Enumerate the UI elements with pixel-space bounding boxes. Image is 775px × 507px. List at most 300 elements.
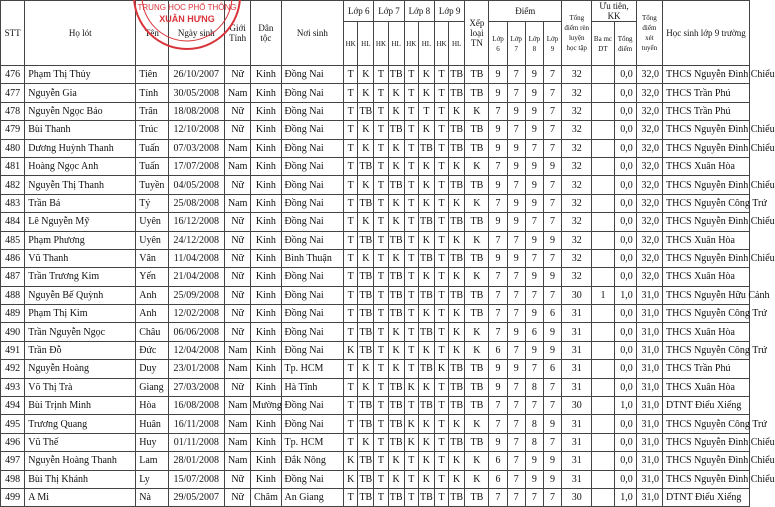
cell-hl6: K: [358, 139, 374, 157]
cell-truong: THCS Nguyễn Đình Chiểu: [663, 139, 750, 157]
cell-xep-loai: TB: [465, 213, 489, 231]
cell-tong-diem-xet-tuyen: 32,0: [636, 66, 662, 84]
cell-tong-diem-ren-luyen: 32: [562, 121, 592, 139]
cell-hl9: TB: [449, 139, 465, 157]
cell-hl7: TB: [388, 305, 404, 323]
cell-hk9: T: [434, 213, 448, 231]
cell-tong-diem-xet-tuyen: 32,0: [636, 268, 662, 286]
cell-diem9: 7: [543, 433, 561, 451]
cell-diem9: 7: [543, 194, 561, 212]
cell-tong-diem-ren-luyen: 31: [562, 323, 592, 341]
cell-hl9: K: [449, 341, 465, 359]
cell-hk6: T: [344, 102, 358, 120]
cell-diem7: 7: [507, 470, 525, 488]
cell-hl7: TB: [388, 121, 404, 139]
cell-tong-diem-xet-tuyen: 31,0: [636, 415, 662, 433]
cell-hk7: T: [374, 470, 388, 488]
table-row: [1, 139, 750, 157]
cell-hk9: T: [434, 231, 448, 249]
cell-diem9: 9: [543, 268, 561, 286]
cell-gioi-tinh: Nam: [225, 433, 251, 451]
cell-stt: 491: [1, 341, 25, 359]
cell-tong-diem: 0,0: [614, 341, 636, 359]
cell-noi-sinh: Tp. HCM: [281, 360, 344, 378]
cell-ngay-sinh: 17/07/2008: [168, 157, 225, 175]
cell-truong: THCS Nguyễn Đình Chiểu: [663, 433, 750, 451]
cell-dan-toc: Kinh: [251, 452, 281, 470]
cell-ba-mc-dt: [592, 433, 614, 451]
cell-diem6: 7: [489, 157, 507, 175]
cell-hl9: TB: [449, 488, 465, 506]
cell-diem7: 7: [507, 378, 525, 396]
cell-dan-toc: Kinh: [251, 102, 281, 120]
cell-dan-toc: Kinh: [251, 286, 281, 304]
cell-ho-lot: Vũ Thế: [25, 433, 136, 451]
header-lop8: Lớp 8: [404, 1, 434, 22]
cell-ten: Ly: [136, 470, 168, 488]
cell-hk9: T: [434, 194, 448, 212]
cell-gioi-tinh: Nam: [225, 157, 251, 175]
table-row: [1, 415, 750, 433]
cell-hk8: T: [404, 452, 418, 470]
cell-tong-diem: 0,0: [614, 139, 636, 157]
cell-hk7: T: [374, 433, 388, 451]
cell-ba-mc-dt: [592, 305, 614, 323]
cell-ba-mc-dt: [592, 360, 614, 378]
cell-tong-diem: 0,0: [614, 415, 636, 433]
cell-hk8: T: [404, 360, 418, 378]
cell-diem9: 9: [543, 231, 561, 249]
cell-tong-diem: 1,0: [614, 397, 636, 415]
cell-xep-loai: K: [465, 341, 489, 359]
header-uu-tien: Ưu tiên, KK: [592, 1, 636, 22]
cell-hk7: T: [374, 360, 388, 378]
cell-xep-loai: TB: [465, 249, 489, 267]
cell-hl9: TB: [449, 84, 465, 102]
cell-noi-sinh: Đồng Nai: [281, 102, 344, 120]
cell-noi-sinh: Đồng Nai: [281, 176, 344, 194]
cell-dan-toc: Kinh: [251, 470, 281, 488]
cell-gioi-tinh: Nữ: [225, 470, 251, 488]
cell-ngay-sinh: 28/01/2008: [168, 452, 225, 470]
cell-hk9: T: [434, 470, 448, 488]
cell-ho-lot: Nguyễn Hoàng Thanh: [25, 452, 136, 470]
cell-noi-sinh: Bình Thuận: [281, 249, 344, 267]
cell-gioi-tinh: Nữ: [225, 286, 251, 304]
cell-gioi-tinh: Nữ: [225, 102, 251, 120]
cell-diem8: 7: [525, 397, 543, 415]
cell-hk7: T: [374, 121, 388, 139]
cell-ten: Trúc: [136, 121, 168, 139]
cell-gioi-tinh: Nữ: [225, 213, 251, 231]
cell-noi-sinh: Đồng Nai: [281, 121, 344, 139]
cell-hk9: T: [434, 305, 448, 323]
cell-hk7: T: [374, 194, 388, 212]
cell-ten: Huy: [136, 433, 168, 451]
cell-truong: THCS Xuân Hòa: [663, 378, 750, 396]
cell-hl7: K: [388, 84, 404, 102]
cell-diem6: 9: [489, 176, 507, 194]
cell-hl9: TB: [449, 360, 465, 378]
cell-truong: THCS Trần Phú: [663, 84, 750, 102]
cell-ho-lot: Trần Đỗ: [25, 341, 136, 359]
cell-hk7: T: [374, 415, 388, 433]
cell-hl7: TB: [388, 397, 404, 415]
cell-ba-mc-dt: [592, 213, 614, 231]
cell-truong: THCS Xuân Hòa: [663, 323, 750, 341]
header-lop7: Lớp 7: [374, 1, 404, 22]
table-row: [1, 249, 750, 267]
cell-ba-mc-dt: [592, 121, 614, 139]
cell-hk8: T: [404, 305, 418, 323]
cell-diem9: 6: [543, 305, 561, 323]
cell-hk6: T: [344, 378, 358, 396]
cell-hl6: TB: [358, 231, 374, 249]
cell-tong-diem-ren-luyen: 31: [562, 452, 592, 470]
cell-ba-mc-dt: [592, 452, 614, 470]
cell-tong-diem-ren-luyen: 31: [562, 433, 592, 451]
cell-ba-mc-dt: [592, 139, 614, 157]
cell-diem6: 7: [489, 397, 507, 415]
cell-hl8: K: [418, 452, 434, 470]
cell-hl6: TB: [358, 268, 374, 286]
cell-hk6: T: [344, 360, 358, 378]
cell-stt: 484: [1, 213, 25, 231]
cell-gioi-tinh: Nữ: [225, 323, 251, 341]
cell-hl9: TB: [449, 213, 465, 231]
cell-stt: 479: [1, 121, 25, 139]
cell-stt: 487: [1, 268, 25, 286]
cell-hk9: K: [434, 360, 448, 378]
cell-stt: 489: [1, 305, 25, 323]
cell-ten: Lam: [136, 452, 168, 470]
cell-diem7: 7: [507, 397, 525, 415]
header-stt: STT: [1, 1, 25, 66]
cell-truong: THCS Nguyễn Đình Chiểu: [663, 213, 750, 231]
cell-hk8: T: [404, 157, 418, 175]
cell-hk6: K: [344, 341, 358, 359]
cell-ba-mc-dt: [592, 84, 614, 102]
cell-diem7: 9: [507, 194, 525, 212]
cell-hk6: T: [344, 397, 358, 415]
cell-xep-loai: K: [465, 268, 489, 286]
cell-tong-diem-xet-tuyen: 32,0: [636, 249, 662, 267]
table-row: [1, 157, 750, 175]
cell-hl9: K: [449, 157, 465, 175]
cell-diem9: 7: [543, 84, 561, 102]
cell-diem7: 7: [507, 433, 525, 451]
cell-noi-sinh: Đồng Nai: [281, 286, 344, 304]
cell-dan-toc: Kinh: [251, 360, 281, 378]
cell-ngay-sinh: 12/04/2008: [168, 341, 225, 359]
cell-hl8: K: [418, 305, 434, 323]
cell-diem9: 7: [543, 176, 561, 194]
cell-hl6: TB: [358, 102, 374, 120]
cell-diem6: 9: [489, 121, 507, 139]
cell-hl7: TB: [388, 286, 404, 304]
cell-diem9: 9: [543, 470, 561, 488]
cell-ten: Châu: [136, 323, 168, 341]
cell-hl6: TB: [358, 452, 374, 470]
cell-stt: 478: [1, 102, 25, 120]
cell-tong-diem-xet-tuyen: 32,0: [636, 102, 662, 120]
cell-diem9: 7: [543, 488, 561, 506]
cell-ten: Duy: [136, 360, 168, 378]
cell-hl7: TB: [388, 176, 404, 194]
cell-ho-lot: Võ Thị Trà: [25, 378, 136, 396]
cell-gioi-tinh: Nữ: [225, 231, 251, 249]
cell-ten: Hòa: [136, 397, 168, 415]
cell-hk7: T: [374, 249, 388, 267]
header-lop6: Lớp 6: [344, 1, 374, 22]
cell-hl9: K: [449, 102, 465, 120]
table-header: [1, 1, 750, 66]
cell-hk7: T: [374, 102, 388, 120]
cell-ba-mc-dt: [592, 231, 614, 249]
cell-ten: Anh: [136, 305, 168, 323]
cell-gioi-tinh: Nam: [225, 452, 251, 470]
cell-stt: 496: [1, 433, 25, 451]
cell-xep-loai: TB: [465, 433, 489, 451]
cell-stt: 498: [1, 470, 25, 488]
cell-hl9: TB: [449, 249, 465, 267]
cell-diem6: 7: [489, 305, 507, 323]
cell-hl6: TB: [358, 470, 374, 488]
cell-noi-sinh: Đồng Nai: [281, 415, 344, 433]
cell-hk9: T: [434, 323, 448, 341]
cell-diem7: 7: [507, 452, 525, 470]
cell-xep-loai: TB: [465, 305, 489, 323]
cell-hk9: T: [434, 66, 448, 84]
cell-tong-diem-xet-tuyen: 32,0: [636, 231, 662, 249]
cell-ngay-sinh: 26/10/2007: [168, 66, 225, 84]
cell-hl6: TB: [358, 286, 374, 304]
cell-tong-diem-xet-tuyen: 31,0: [636, 470, 662, 488]
cell-diem8: 9: [525, 341, 543, 359]
cell-dan-toc: Kinh: [251, 157, 281, 175]
cell-hk6: T: [344, 139, 358, 157]
cell-diem6: 9: [489, 84, 507, 102]
cell-ten: Tuấn: [136, 157, 168, 175]
cell-gioi-tinh: Nữ: [225, 305, 251, 323]
cell-hl8: K: [418, 66, 434, 84]
cell-hl6: K: [358, 378, 374, 396]
cell-tong-diem-ren-luyen: 32: [562, 66, 592, 84]
cell-noi-sinh: Đồng Nai: [281, 66, 344, 84]
cell-diem8: 8: [525, 415, 543, 433]
cell-ho-lot: Nguyễn Gia: [25, 84, 136, 102]
header-dan-toc: Dân tộc: [251, 1, 281, 66]
cell-tong-diem-xet-tuyen: 31,0: [636, 341, 662, 359]
cell-ngay-sinh: 16/08/2008: [168, 397, 225, 415]
cell-noi-sinh: Đồng Nai: [281, 341, 344, 359]
cell-tong-diem-xet-tuyen: 32,0: [636, 121, 662, 139]
cell-ngay-sinh: 21/04/2008: [168, 268, 225, 286]
cell-hk7: T: [374, 341, 388, 359]
cell-ba-mc-dt: [592, 341, 614, 359]
cell-tong-diem: 0,0: [614, 66, 636, 84]
cell-diem9: 7: [543, 286, 561, 304]
cell-dan-toc: Kinh: [251, 341, 281, 359]
table-row: [1, 268, 750, 286]
cell-dan-toc: Kinh: [251, 121, 281, 139]
header-hk8: HK: [404, 22, 418, 66]
table-row: [1, 84, 750, 102]
cell-hk9: T: [434, 415, 448, 433]
cell-hk7: T: [374, 452, 388, 470]
cell-diem8: 9: [525, 194, 543, 212]
cell-tong-diem-xet-tuyen: 31,0: [636, 433, 662, 451]
cell-tong-diem: 0,0: [614, 323, 636, 341]
cell-tong-diem-ren-luyen: 32: [562, 231, 592, 249]
cell-ngay-sinh: 25/08/2008: [168, 194, 225, 212]
cell-truong: THCS Xuân Hòa: [663, 157, 750, 175]
cell-ten: Yến: [136, 268, 168, 286]
cell-hl8: K: [418, 157, 434, 175]
cell-hl8: K: [418, 378, 434, 396]
cell-tong-diem-ren-luyen: 32: [562, 268, 592, 286]
cell-ho-lot: Vũ Thanh: [25, 249, 136, 267]
cell-ngay-sinh: 01/11/2008: [168, 433, 225, 451]
cell-ba-mc-dt: [592, 66, 614, 84]
cell-xep-loai: TB: [465, 176, 489, 194]
cell-hk9: T: [434, 268, 448, 286]
cell-tong-diem: 0,0: [614, 102, 636, 120]
cell-truong: THCS Xuân Hòa: [663, 231, 750, 249]
cell-ten: Giang: [136, 378, 168, 396]
cell-stt: 495: [1, 415, 25, 433]
cell-diem6: 9: [489, 378, 507, 396]
cell-diem7: 7: [507, 341, 525, 359]
cell-gioi-tinh: Nam: [225, 341, 251, 359]
cell-hl6: TB: [358, 397, 374, 415]
cell-tong-diem-ren-luyen: 31: [562, 360, 592, 378]
cell-hl7: K: [388, 470, 404, 488]
cell-diem9: 9: [543, 323, 561, 341]
cell-hl9: K: [449, 415, 465, 433]
cell-ngay-sinh: 23/01/2008: [168, 360, 225, 378]
cell-tong-diem-xet-tuyen: 31,0: [636, 360, 662, 378]
cell-hk6: T: [344, 194, 358, 212]
header-diem9: Lớp 9: [543, 22, 561, 66]
cell-tong-diem-xet-tuyen: 32,0: [636, 157, 662, 175]
cell-ba-mc-dt: [592, 194, 614, 212]
cell-noi-sinh: Đồng Nai: [281, 194, 344, 212]
cell-tong-diem: 0,0: [614, 231, 636, 249]
cell-tong-diem-ren-luyen: 32: [562, 139, 592, 157]
cell-tong-diem-xet-tuyen: 31,0: [636, 397, 662, 415]
table-row: [1, 360, 750, 378]
cell-hl8: TB: [418, 139, 434, 157]
cell-diem6: 9: [489, 139, 507, 157]
cell-noi-sinh: Đồng Nai: [281, 213, 344, 231]
cell-hl7: TB: [388, 268, 404, 286]
table-row: [1, 488, 750, 506]
cell-ba-mc-dt: [592, 488, 614, 506]
cell-tong-diem-ren-luyen: 32: [562, 249, 592, 267]
cell-stt: 485: [1, 231, 25, 249]
cell-hl9: K: [449, 323, 465, 341]
cell-hk6: T: [344, 66, 358, 84]
cell-hl8: K: [418, 433, 434, 451]
cell-truong: THCS Trần Phú: [663, 360, 750, 378]
cell-ngay-sinh: 18/08/2008: [168, 102, 225, 120]
cell-hk7: T: [374, 268, 388, 286]
cell-dan-toc: Kinh: [251, 268, 281, 286]
cell-hk9: T: [434, 397, 448, 415]
header-hk7: HK: [374, 22, 388, 66]
header-ten: Tên: [136, 1, 168, 66]
cell-truong: THCS Nguyễn Công Trứ: [663, 341, 750, 359]
cell-diem8: 7: [525, 213, 543, 231]
cell-stt: 477: [1, 84, 25, 102]
cell-truong: DTNT Điểu Xiểng: [663, 397, 750, 415]
cell-noi-sinh: An Giang: [281, 488, 344, 506]
cell-hk8: T: [404, 341, 418, 359]
cell-tong-diem: 0,0: [614, 470, 636, 488]
cell-truong: THCS Nguyễn Đình Chiểu: [663, 66, 750, 84]
cell-ba-mc-dt: 1: [592, 286, 614, 304]
cell-diem9: 7: [543, 397, 561, 415]
cell-ho-lot: Nguyễn Hoàng: [25, 360, 136, 378]
cell-hk7: T: [374, 84, 388, 102]
cell-tong-diem: 0,0: [614, 305, 636, 323]
cell-diem8: 9: [525, 102, 543, 120]
cell-dan-toc: Kinh: [251, 305, 281, 323]
cell-gioi-tinh: Nam: [225, 360, 251, 378]
header-ngay-sinh: Ngày sinh: [168, 1, 225, 66]
cell-noi-sinh: Đồng Nai: [281, 305, 344, 323]
cell-diem7: 7: [507, 415, 525, 433]
cell-gioi-tinh: Nam: [225, 84, 251, 102]
cell-diem8: 7: [525, 286, 543, 304]
cell-hk7: T: [374, 286, 388, 304]
cell-truong: DTNT Điểu Xiểng: [663, 488, 750, 506]
cell-ngay-sinh: 30/05/2008: [168, 84, 225, 102]
table-row: [1, 470, 750, 488]
seal-text-line1: TRUNG HỌC PHỔ THÔNG: [137, 3, 237, 12]
cell-hl8: K: [418, 176, 434, 194]
cell-diem8: 7: [525, 360, 543, 378]
header-diem8: Lớp 8: [525, 22, 543, 66]
cell-ho-lot: Bùi Trịnh Minh: [25, 397, 136, 415]
table-row: [1, 286, 750, 304]
cell-dan-toc: Kinh: [251, 249, 281, 267]
cell-hk9: T: [434, 378, 448, 396]
cell-noi-sinh: Đồng Nai: [281, 84, 344, 102]
header-hk6: HK: [344, 22, 358, 66]
cell-hk7: T: [374, 139, 388, 157]
cell-stt: 486: [1, 249, 25, 267]
cell-diem6: 6: [489, 341, 507, 359]
cell-tong-diem-xet-tuyen: 32,0: [636, 176, 662, 194]
cell-hk8: T: [404, 84, 418, 102]
cell-ngay-sinh: 25/09/2008: [168, 286, 225, 304]
cell-diem8: 7: [525, 249, 543, 267]
header-hl7: HL: [388, 22, 404, 66]
cell-stt: 481: [1, 157, 25, 175]
cell-hk9: T: [434, 157, 448, 175]
cell-ngay-sinh: 12/02/2008: [168, 305, 225, 323]
cell-diem9: 9: [543, 415, 561, 433]
cell-hk8: T: [404, 102, 418, 120]
cell-hk8: T: [404, 470, 418, 488]
header-hl6: HL: [358, 22, 374, 66]
cell-diem8: 9: [525, 66, 543, 84]
cell-ngay-sinh: 16/11/2008: [168, 415, 225, 433]
cell-stt: 499: [1, 488, 25, 506]
table-row: [1, 452, 750, 470]
